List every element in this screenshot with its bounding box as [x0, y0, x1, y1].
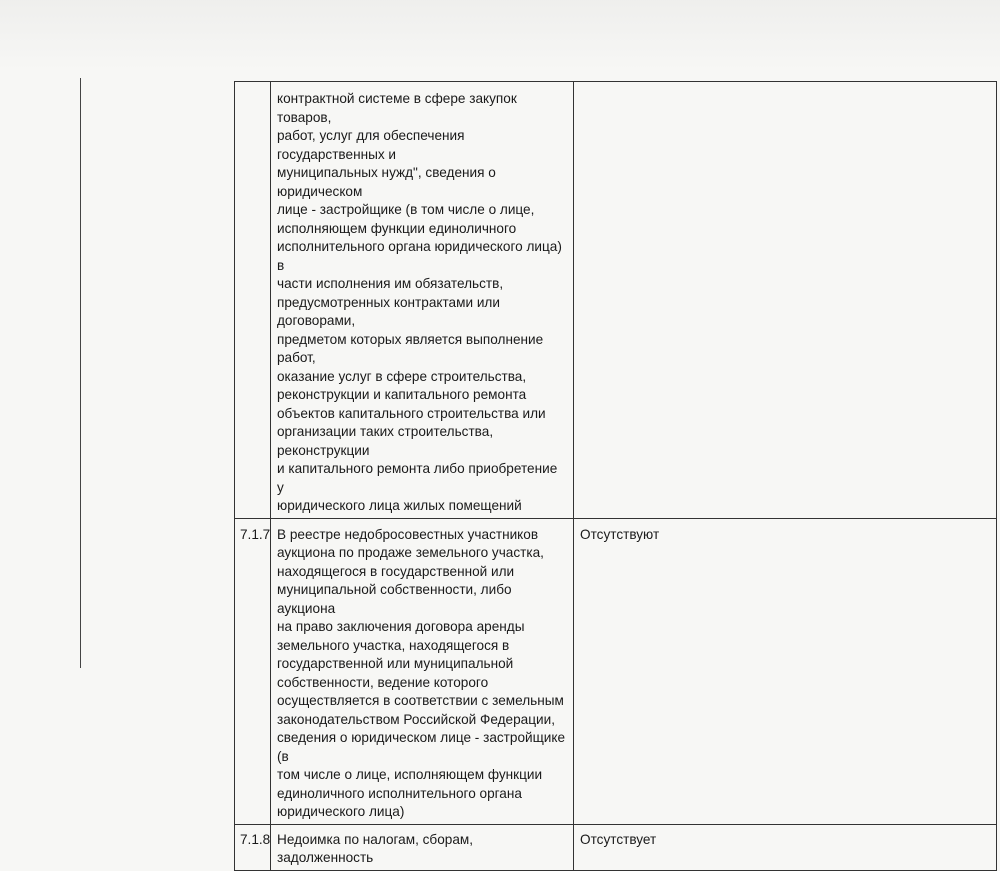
item-value: Отсутствуют: [574, 518, 997, 824]
item-value: [574, 82, 997, 519]
table-row: [235, 518, 997, 824]
item-number: [235, 82, 271, 519]
table-row: [235, 82, 997, 519]
disclosure-table: [234, 81, 997, 871]
item-number: 7.1.7: [235, 518, 271, 824]
item-description: контрактной системе в сфере закупок товаров, работ, услуг для обеспечения государственных и муниципальных нужд", сведения о юридическом лице - застройщике (в том числе о лице, исполняющем функции единоличного исполнительного органа юридического лица) в части исполнения им обязательств, предусмотренных контрактами или договорами, предметом которых является выполнение работ, оказание услуг в сфере строительства, реконструкции и капитального ремонта объектов капитального строительства или организации таких строительства, реконструкции и капитального ремонта либо приобретение у юридического лица жилых помещений: [271, 82, 574, 519]
item-description: В реестре недобросовестных участников аукциона по продаже земельного участка, находящегося в государственной или муниципальной собственности, либо аукциона на право заключения договора аренды земельного участка, находящегося в государственной или муниципальной собственности, ведение которого осуществляется в соответствии с земельным законодательством Российской Федерации, сведения о юридическом лице - застройщике (в том числе о лице, исполняющем функции единоличного исполнительного органа юридического лица): [271, 518, 574, 824]
item-description: Недоимка по налогам, сборам, задолженность: [271, 824, 574, 870]
table-row: [235, 824, 997, 870]
item-number: 7.1.8: [235, 824, 271, 870]
item-value: Отсутствует: [574, 824, 997, 870]
page-margin-line: [80, 78, 81, 668]
scan-shadow: [0, 0, 1000, 70]
